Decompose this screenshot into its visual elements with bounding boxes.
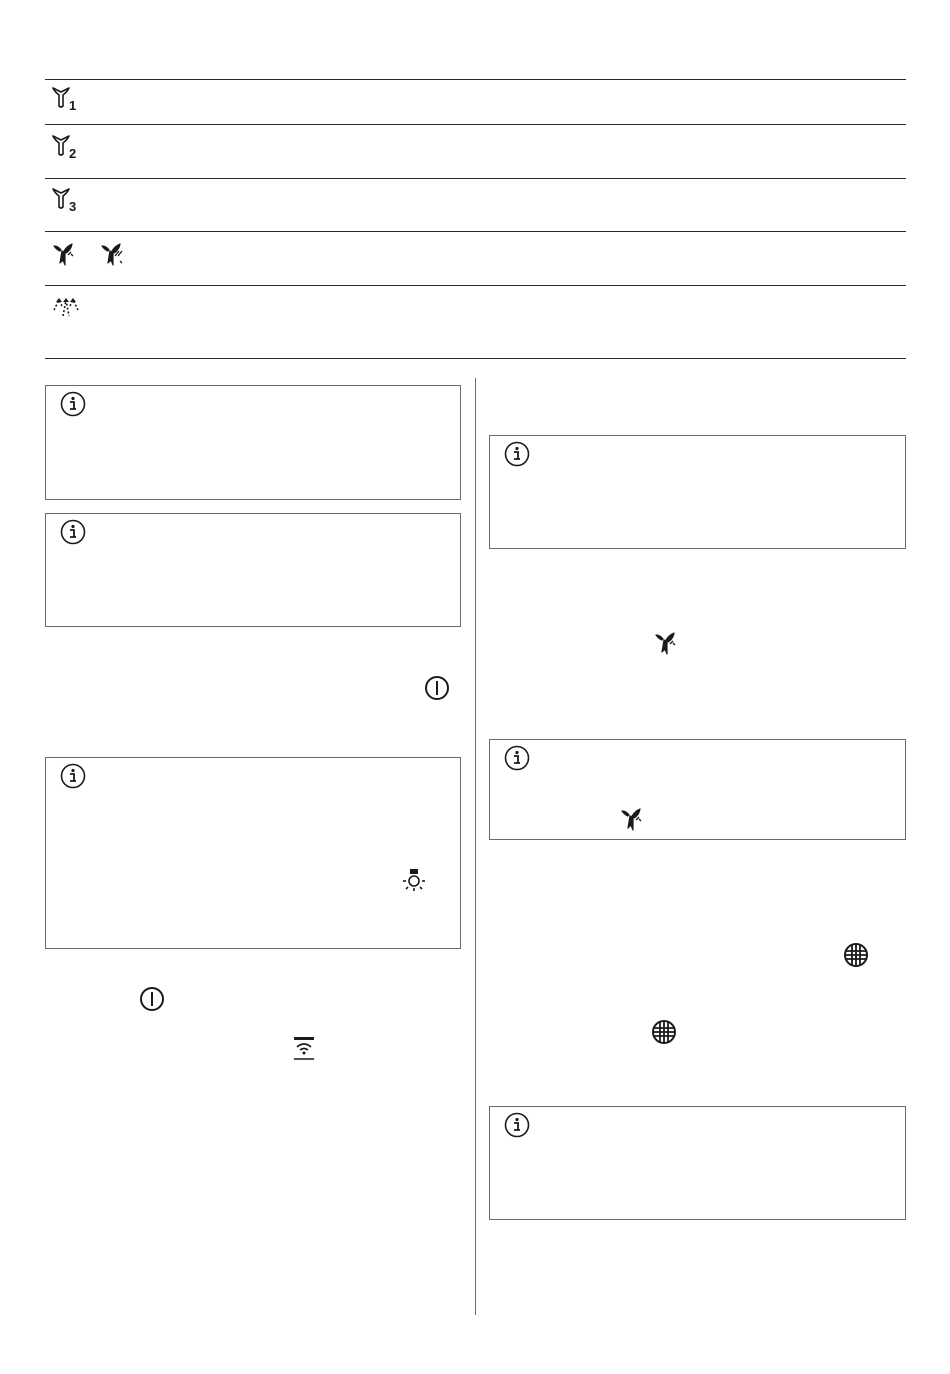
note-box — [489, 739, 906, 840]
table-rule — [45, 178, 906, 179]
light-icon — [401, 867, 427, 895]
power-icon — [424, 675, 450, 701]
info-icon — [60, 519, 86, 545]
info-icon — [60, 391, 86, 417]
speed-level-label: 3 — [69, 199, 77, 214]
power-icon — [139, 986, 165, 1012]
hob-to-hood-wireless-icon — [292, 1036, 316, 1062]
info-icon — [504, 441, 530, 467]
info-icon — [60, 763, 86, 789]
fan-boost-icon — [52, 241, 76, 267]
table-rule — [45, 124, 906, 125]
grease-filter-icon — [651, 1019, 677, 1045]
note-box — [45, 757, 461, 949]
table-rule-bottom — [45, 358, 906, 359]
table-rule-top — [45, 79, 906, 80]
note-box — [489, 435, 906, 549]
info-icon — [504, 1112, 530, 1138]
note-box — [45, 513, 461, 627]
table-rule — [45, 231, 906, 232]
note-box — [45, 385, 461, 500]
speed-level-label: 2 — [69, 146, 77, 161]
info-icon — [504, 745, 530, 771]
fan-boost-alt-icon — [100, 241, 124, 267]
fan-boost-icon — [654, 630, 678, 656]
grease-filter-icon — [843, 942, 869, 968]
steam-vapour-icon — [51, 294, 81, 320]
fan-boost-icon — [620, 806, 644, 832]
table-rule — [45, 285, 906, 286]
note-box — [489, 1106, 906, 1220]
speed-level-label: 1 — [69, 98, 77, 113]
column-divider — [475, 378, 476, 1315]
